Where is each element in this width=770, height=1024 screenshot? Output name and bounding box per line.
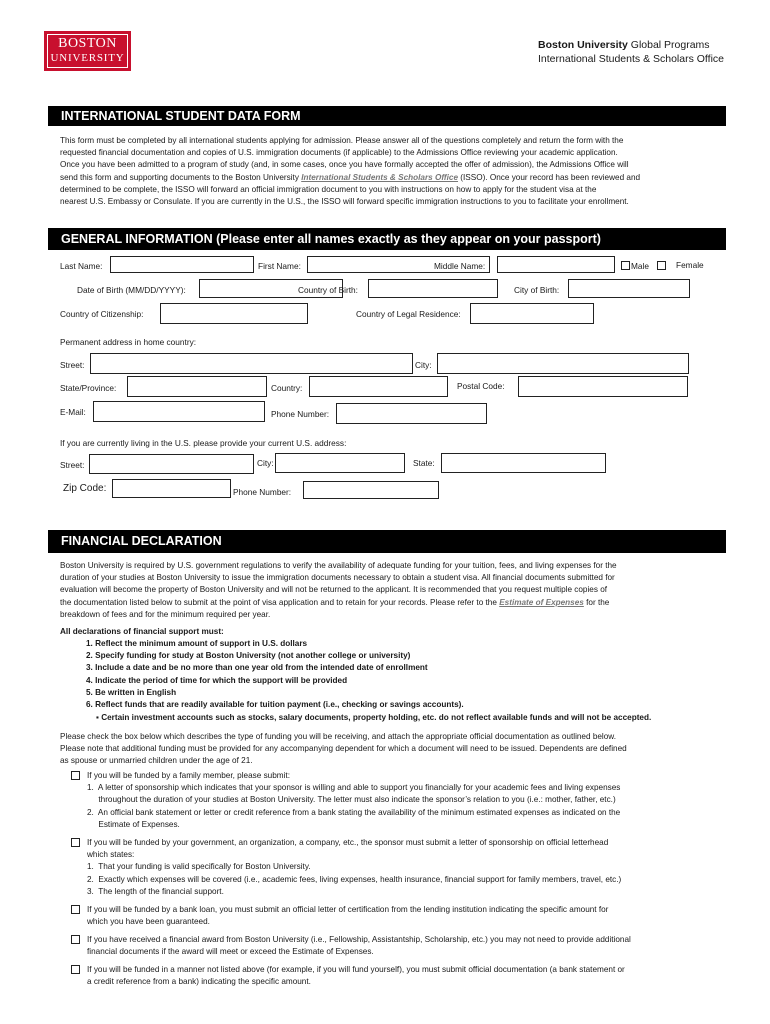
option-line: If you have received a financial award from Boston University (i.e., Fellowship, Assistantship, Scholarship, etc.) you may not need to provide additional xyxy=(87,935,631,944)
intro-line xyxy=(60,172,720,184)
financial-line: evaluation will become the property of Boston University and will not be returned to the applicant. It is recommended that you request multiple copies of xyxy=(60,585,608,595)
last-name-label: Last Name: xyxy=(60,261,103,271)
option-line: 2. Exactly which expenses will be covered (i.e., academic fees, living expenses, health insurance, financial support for family members, travel, etc.) xyxy=(87,874,622,884)
option-line: 1. A letter of sponsorship which indicates that your sponsor is willing and able to support you financially for your academic fees and living expenses xyxy=(87,783,621,793)
first-name-label: First Name: xyxy=(258,261,301,271)
must-item: 2. Specify funding for study at Boston University (not another college or university) xyxy=(86,651,411,661)
zip-code-label: Zip Code: xyxy=(63,483,107,494)
permanent-address-label: Permanent address in home country: xyxy=(60,337,197,347)
option-line: a credit reference from a bank) indicating the specific amount. xyxy=(87,977,311,987)
isso-link[interactable]: International Students & Scholars Office xyxy=(301,172,459,182)
us-state-label: State: xyxy=(413,458,435,468)
dob-label: Date of Birth (MM/DD/YYYY): xyxy=(77,285,186,295)
us-city-label: City: xyxy=(257,458,274,468)
general-info-title: GENERAL INFORMATION (Please enter all names exactly as they appear on your passport) xyxy=(48,228,726,250)
country-birth-label: Country of Birth: xyxy=(298,285,358,295)
us-phone-label: Phone Number: xyxy=(233,487,292,497)
phone-field[interactable] xyxy=(336,403,487,424)
intro-line: nearest U.S. Embassy or Consulate. If you are currently in the U.S., the ISSO will forward specific immigration instructions to you to facilitate your enrollment. xyxy=(60,197,629,207)
must-title: All declarations of financial support must: xyxy=(60,627,224,636)
intro-line: determined to be complete, the ISSO will forward an official immigration document to you with instructions on how to apply for the student visa at the xyxy=(60,184,597,194)
must-list xyxy=(86,638,726,711)
postal-code-label: Postal Code: xyxy=(457,381,505,391)
instruction-line: Please check the box below which describes the type of funding you will be receiving, and attach the appropriate official documentation as outlined below. xyxy=(60,732,617,741)
other-funding-checkbox[interactable] xyxy=(71,965,80,974)
city-birth-field[interactable] xyxy=(568,279,690,298)
email-field[interactable] xyxy=(93,401,265,422)
middle-name-field[interactable] xyxy=(497,256,615,273)
country-label: Country: xyxy=(271,383,303,393)
zip-code-field[interactable] xyxy=(112,479,231,498)
intro-text: (ISSO). Once your record has been reviewed and xyxy=(458,172,641,182)
estimate-of-expenses-link[interactable]: Estimate of Expenses xyxy=(499,597,584,607)
female-checkbox[interactable] xyxy=(657,261,666,270)
intro-text: send this form and supporting documents to the Boston University xyxy=(60,172,302,182)
city-field[interactable] xyxy=(437,353,689,374)
financial-text: the documentation listed below to submit at the point of visa application and to retain for your records. Please refer to the xyxy=(60,597,500,607)
option-line: which you have been guaranteed. xyxy=(87,917,210,927)
must-item: 6. Reflect funds that are readily available for tuition payment (i.e., checking or savings accounts). xyxy=(86,700,464,710)
country-field[interactable] xyxy=(309,376,448,397)
financial-award-text xyxy=(87,934,727,958)
intro-line: Once you have been admitted to a program of study (and, in some cases, once you have formally accepted the offer of admission), the Admissions Office will xyxy=(60,160,629,170)
city-birth-label: City of Birth: xyxy=(514,285,560,295)
option-line: throughout the duration of your studies at Boston University. The letter must also indicate the sponsor’s relation to you (i.e.: mother, father, etc.) xyxy=(87,795,616,805)
office-name: International Students & Scholars Office xyxy=(538,53,724,65)
must-item: 3. Include a date and be no more than one year old from the intended date of enrollment xyxy=(86,663,428,673)
phone-label: Phone Number: xyxy=(271,409,330,419)
government-funding-checkbox[interactable] xyxy=(71,838,80,847)
option-line: 3. The length of the financial support. xyxy=(87,886,224,896)
financial-line: Boston University is required by U.S. government regulations to verify the availability of adequate funding for your tuition, fees, and living expenses for the xyxy=(60,561,617,570)
middle-name-label: Middle Name: xyxy=(434,261,486,271)
male-checkbox[interactable] xyxy=(621,261,630,270)
logo-line-1: BOSTON xyxy=(58,36,117,51)
email-label: E-Mail: xyxy=(60,407,86,417)
government-funding-text xyxy=(87,837,727,898)
us-street-label: Street: xyxy=(60,460,85,470)
logo-line-2: UNIVERSITY xyxy=(50,52,125,64)
financial-paragraph xyxy=(60,560,725,621)
must-item: 4. Indicate the period of time for which the support will be provided xyxy=(86,675,348,685)
option-line: Estimate of Expenses. xyxy=(87,819,180,829)
option-line: If you will be funded by a bank loan, you must submit an official letter of certification from the lending institution indicating the specific amount for xyxy=(87,905,609,914)
us-address-note: If you are currently living in the U.S. please provide your current U.S. address: xyxy=(60,438,347,448)
intro-line: This form must be completed by all international students applying for admission. Please answer all of the questions completely and return the form with the xyxy=(60,136,624,145)
option-line: financial documents if the award will meet or exceed the Estimate of Expenses. xyxy=(87,947,374,957)
us-street-field[interactable] xyxy=(89,454,254,474)
legal-residence-field[interactable] xyxy=(470,303,594,324)
us-city-field[interactable] xyxy=(275,453,405,473)
other-funding-text xyxy=(87,964,727,988)
org-name: Boston University xyxy=(538,39,628,51)
boston-university-logo xyxy=(44,31,131,71)
option-line: 2. An official bank statement or letter or credit reference from a bank stating the availability of the minimum estimated expenses as indicated on the xyxy=(87,807,621,817)
bank-loan-checkbox[interactable] xyxy=(71,905,80,914)
option-line: If you will be funded in a manner not listed above (for example, if you will fund yourself), you must submit official documentation (a bank statement or xyxy=(87,965,625,974)
bank-loan-text xyxy=(87,904,727,928)
must-item: 5. Be written in English xyxy=(86,687,177,697)
street-field[interactable] xyxy=(90,353,413,374)
postal-code-field[interactable] xyxy=(518,376,688,397)
state-province-field[interactable] xyxy=(127,376,267,397)
org-subtitle: Global Programs xyxy=(627,39,710,51)
must-sub-item xyxy=(96,712,651,724)
financial-line xyxy=(60,597,725,609)
instruction-line: as spouse or unmarried children under the age of 21. xyxy=(60,756,253,766)
option-line: 1. That your funding is valid specifically for Boston University. xyxy=(87,862,311,872)
female-label: Female xyxy=(676,260,704,270)
financial-award-checkbox[interactable] xyxy=(71,935,80,944)
citizenship-field[interactable] xyxy=(160,303,308,324)
funding-instructions xyxy=(60,731,725,768)
country-birth-field[interactable] xyxy=(368,279,498,298)
citizenship-label: Country of Citizenship: xyxy=(60,309,144,319)
option-line: If you will be funded by a family member, please submit: xyxy=(87,771,290,780)
option-line: which states: xyxy=(87,850,135,860)
must-sub-text: Certain investment accounts such as stocks, salary documents, property holding, etc. do not reflect available funds and will not be accepted. xyxy=(101,713,652,722)
financial-line: breakdown of fees and for the minimum required per year. xyxy=(60,609,271,619)
legal-residence-label: Country of Legal Residence: xyxy=(356,309,461,319)
us-phone-field[interactable] xyxy=(303,481,439,499)
financial-text: for the xyxy=(583,597,610,607)
intro-paragraph xyxy=(60,135,720,208)
intro-line: requested financial documentation and copies of U.S. immigration documents (if applicable) to the Admissions Office reviewing your academic application. xyxy=(60,148,618,158)
form-title: INTERNATIONAL STUDENT DATA FORM xyxy=(48,106,726,126)
bullet-icon: ▪ xyxy=(96,713,99,722)
option-line: If you will be funded by your government, an organization, a company, etc., the sponsor must submit a letter of sponsorship on official letterhead xyxy=(87,838,609,847)
must-item: 1. Reflect the minimum amount of support in U.S. dollars xyxy=(86,639,308,648)
family-funding-text xyxy=(87,770,727,831)
financial-line: duration of your studies at Boston University to issue the immigration documents necessary to obtain a student visa. All financial documents submitted for xyxy=(60,573,615,583)
male-label: Male xyxy=(631,261,649,271)
office-header xyxy=(538,38,724,66)
financial-declaration-title: FINANCIAL DECLARATION xyxy=(48,530,726,553)
street-label: Street: xyxy=(60,360,85,370)
city-label: City: xyxy=(415,360,432,370)
us-state-field[interactable] xyxy=(441,453,606,473)
family-funding-checkbox[interactable] xyxy=(71,771,80,780)
state-province-label: State/Province: xyxy=(60,383,117,393)
instruction-line: Please note that additional funding must be provided for any accompanying dependent for which a document will need to be issued. Dependents are defined xyxy=(60,744,627,754)
last-name-field[interactable] xyxy=(110,256,254,273)
